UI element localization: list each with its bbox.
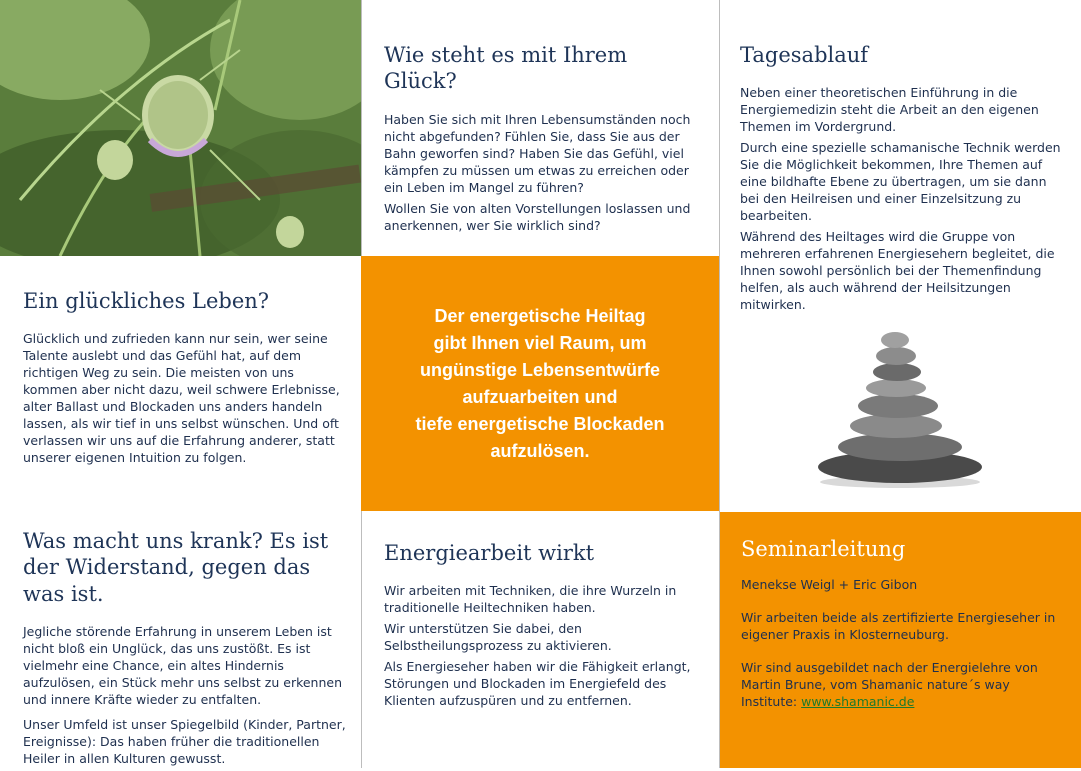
paragraph: Wir unterstützen Sie dabei, den Selbstheilungsprozess zu aktivieren. [384,621,612,654]
paragraph: Wir arbeiten beide als zertifizierte Energieseher in eigener Praxis in Klosterneuburg. [741,610,1056,643]
section-leben [23,288,348,470]
section-seminar [720,512,1081,768]
paragraph: Haben Sie sich mit Ihren Lebensumständen noch nicht abgefunden? Fühlen Sie, dass Sie aus der Bahn geworfen sind? Haben Sie das Gefühl, viel kämpfen zu müssen um etwas zu erreichen oder ein Leben im Mangel zu führen? [384,111,691,195]
heading-glueck: Wie steht es mit Ihrem Glück? [384,43,628,94]
quote-text: Der energetische Heiltag gibt Ihnen viel Raum, um ungünstige Lebensentwürfe aufzuarbeiten und tiefe energetische Blockaden aufzulösen. [415,305,665,461]
heading-energiearbeit: Energiearbeit wirkt [384,541,595,565]
quote-box [361,256,719,511]
paragraph: Jegliche störende Erfahrung in unserem Leben ist nicht bloß ein Unglück, das uns zustößt. Es ist vielmehr eine Chance, ein altes Hindernis aufzulösen, ein Stück mehr uns selbst zu erkennen und innere Kräfte wieder zu entfalten. [23,623,343,707]
teasel-photo [0,0,361,256]
stone-stack-image [800,322,990,492]
heading-leben: Ein glückliches Leben? [23,289,270,313]
shamanic-link[interactable]: www.shamanic.de [801,694,915,710]
paragraph: Während des Heiltages wird die Gruppe von mehreren erfahrenen Energiesehern begleitet, die Ihnen sowohl persönlich bei der Themenfindung helfen, als auch während der Heilsitzungen mitwirken. [740,229,1055,313]
paragraph: Unser Umfeld ist unser Spiegelbild (Kinder, Partner, Ereignisse): Das haben früher die traditionellen Heiler in allen Kulturen gewusst. [23,716,346,766]
paragraph: Durch eine spezielle schamanische Technik werden Sie die Möglichkeit bekommen, Ihre Themen auf eine bildhafte Ebene zu übertragen, um sie dann bei den Heilreisen und einer Einzelsitzung zu bearbeiten. [740,140,1061,224]
section-tagesablauf [740,42,1062,317]
paragraph: Neben einer theoretischen Einführung in die Energiemedizin steht die Arbeit an den eigenen Themen im Vordergrund. [740,85,1039,135]
section-krank [23,528,353,771]
section-glueck [384,42,704,238]
paragraph: Als Energieseher haben wir die Fähigkeit erlangt, Störungen und Blockaden im Energiefeld des Klienten aufzuspüren und zu entfernen. [384,659,691,709]
paragraph: Wir arbeiten mit Techniken, die ihre Wurzeln in traditionelle Heiltechniken haben. [384,583,677,616]
paragraph: Glücklich und zufrieden kann nur sein, wer seine Talente auslebt und das Gefühl hat, auf dem richtigen Weg zu sein. Die meisten von uns kommen aber nicht dazu, weil schwere Erlebnisse, alter Ballast und Blockaden uns anders handeln lassen, als wir tief in uns selbst wünschen. Und oft verlassen wir uns auf die Erfahrung anderer, statt unserer eigenen Intuition zu folgen. [23,331,340,466]
paragraph-text: Wir sind ausgebildet nach der Energielehre von Martin Brune, vom Shamanic nature´s way Institute: [741,660,1038,710]
seminar-names: Menekse Weigl + Eric Gibon [741,577,918,593]
paragraph [741,659,1061,710]
heading-tagesablauf: Tagesablauf [740,43,869,67]
heading-krank: Was macht uns krank? Es ist der Widerstand, gegen das was ist. [23,529,329,606]
paragraph: Wollen Sie von alten Vorstellungen loslassen und anerkennen, wer Sie wirklich sind? [384,200,691,233]
section-energiearbeit [384,540,706,713]
heading-seminar: Seminarleitung [741,537,906,561]
